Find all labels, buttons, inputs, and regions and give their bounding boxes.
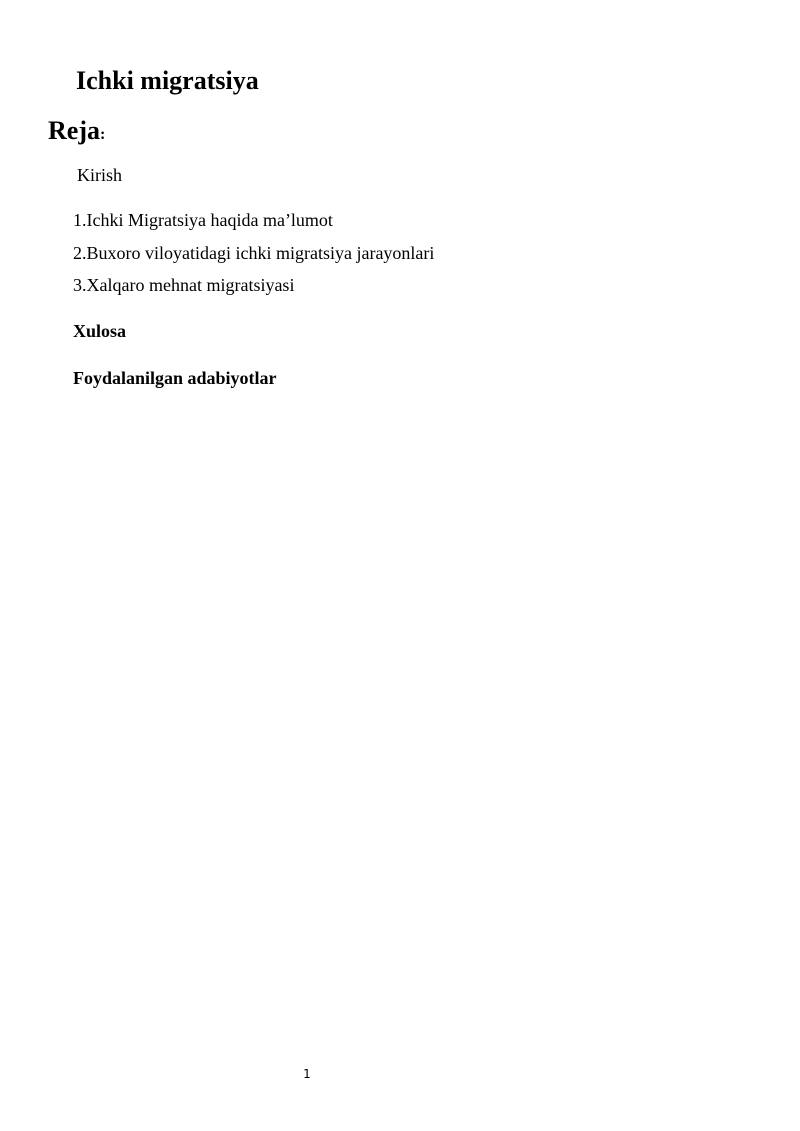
plan-heading [48,114,105,152]
toc-item: 1.Ichki Migratsiya haqida ma’lumot [73,210,333,230]
toc-references: Foydalanilgan adabiyotlar [73,368,277,388]
toc-intro: Kirish [77,165,122,185]
page-number: 1 [303,1067,311,1081]
toc-list [73,208,434,306]
toc-item: 2.Buxoro viloyatidagi ichki migratsiya jarayonlari [73,242,435,263]
plan-heading-text: Reja [48,116,100,145]
toc-conclusion: Xulosa [73,321,127,341]
plan-heading-colon: : [99,126,106,143]
document-title: Ichki migratsiya [76,66,259,95]
toc-item: 3.Xalqaro mehnat migratsiyasi [73,275,295,295]
